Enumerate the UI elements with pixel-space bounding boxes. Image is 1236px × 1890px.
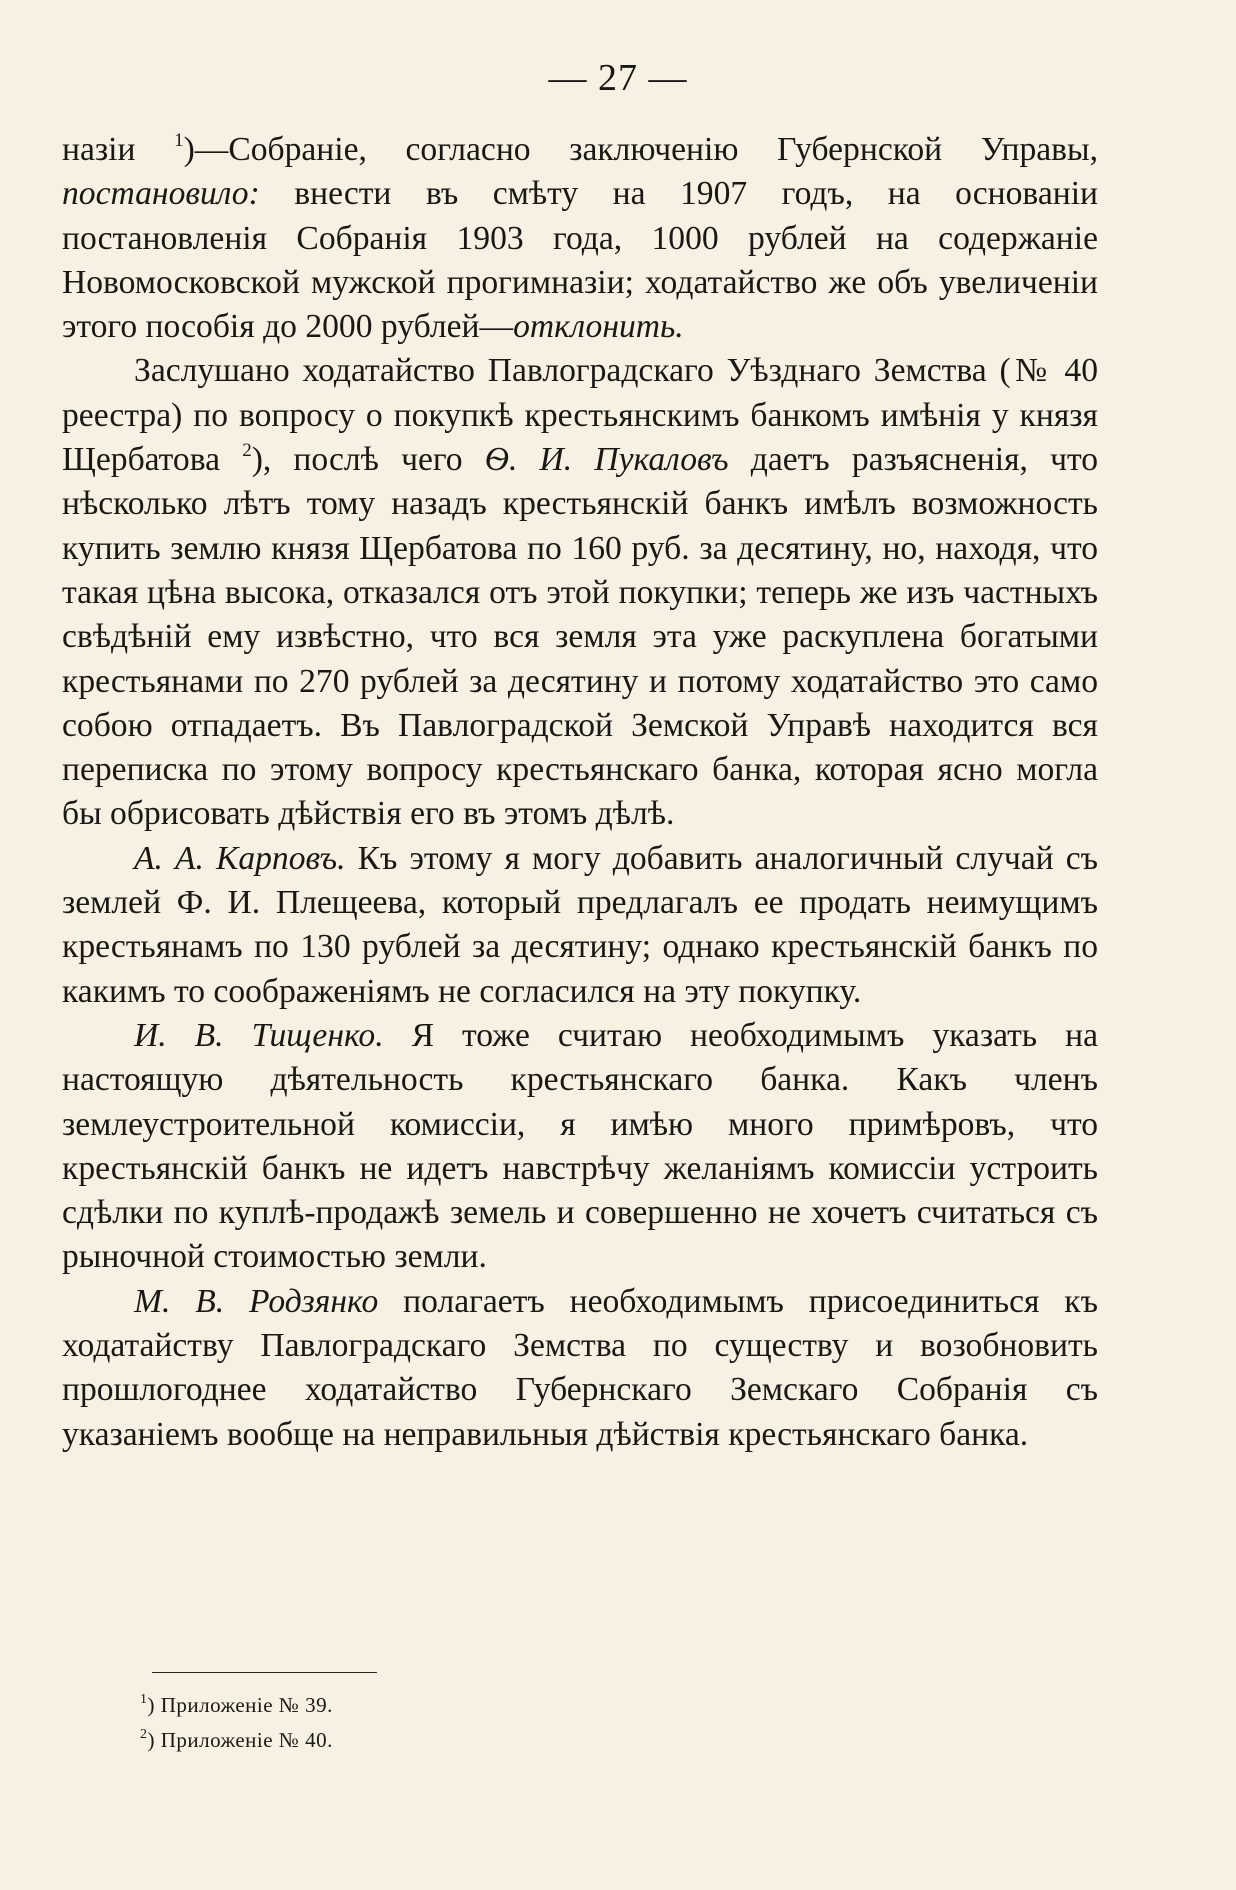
p1-text: назіи <box>62 131 175 168</box>
p1-text: )—Собраніе, согласно заключенію Губернской Управы, <box>183 131 1098 168</box>
footnote-text: ) Приложеніе № 40. <box>147 1728 333 1752</box>
p1-text: внести въ смѣту на 1907 годъ, на основаніи постановленія Собранія 1903 года, 1000 рублей на содержаніе Новомосковской мужской прогимназіи; ходатайство же объ увеличеніи этого пособія до 2000 рублей— <box>62 175 1098 346</box>
p1-emphasis: постановило: <box>62 175 260 213</box>
p1-emphasis: отклонить. <box>513 308 684 346</box>
footnote-divider <box>152 1672 377 1673</box>
footnote-mark: 1 <box>140 1692 148 1707</box>
footnote-text: ) Приложеніе № 39. <box>147 1693 333 1717</box>
p5-text: полагаетъ необходимымъ присоединиться къ ходатайству Павлоградскаго Земства по существу и возобновить прошлогоднее ходатайство Губернскаго Земскаго Собранія съ указаніемъ вообще на неправильныя дѣйствія крестьянскаго банка. <box>62 1282 1098 1453</box>
p4-text: Я тоже считаю необходимымъ указать на настоящую дѣятельность крестьянскаго банка. Какъ членъ землеустроительной комиссіи, я имѣю много примѣровъ, что крестьянскій банкъ не идетъ навстрѣчу желаніямъ комиссіи устроить сдѣлки по куплѣ-продажѣ земель и совершенно не хочетъ считаться съ рыночной стоимостью земли. <box>62 1016 1098 1276</box>
speaker-name: А. А. Карповъ. <box>134 839 346 877</box>
footnote-mark: 2 <box>140 1727 148 1742</box>
speaker-name: Ѳ. И. Пукаловъ <box>484 441 729 479</box>
speaker-name: М. В. Родзянко <box>134 1282 379 1320</box>
paragraph-2 <box>62 349 1098 836</box>
paragraph-3 <box>62 837 1098 1014</box>
paragraph-5 <box>62 1280 1098 1457</box>
paragraph-1 <box>62 128 1098 349</box>
p2-text: ), послѣ чего <box>251 441 485 479</box>
footnote-ref-2: 2 <box>242 439 252 461</box>
speaker-name: И. В. Тищенко. <box>134 1016 384 1054</box>
footnote-ref-1: 1 <box>174 129 184 151</box>
page-number: — 27 — <box>548 57 688 99</box>
body-text <box>62 128 1098 1457</box>
footnote-1 <box>140 1688 333 1723</box>
paragraph-4 <box>62 1014 1098 1280</box>
footnote-2 <box>140 1723 333 1758</box>
footnotes <box>140 1688 333 1758</box>
p2-text: даетъ разъясненія, что нѣсколько лѣтъ тому назадъ крестьянскій банкъ имѣлъ возможность купить землю князя Щербатова по 160 руб. за десятину, но, находя, что такая цѣна высока, отказался отъ этой покупки; теперь же изъ частныхъ свѣдѣній ему извѣстно, что вся земля эта уже раскуплена богатыми крестьянами по 270 рублей за десятину и потому ходатайство это само собою отпадаетъ. Въ Павлоградской Земской Управѣ находится вся переписка по этому вопросу крестьянскаго банка, которая ясно могла бы обрисовать дѣйствія его въ этомъ дѣлѣ. <box>62 441 1098 833</box>
p3-text: Къ этому я могу добавить аналогичный случай съ землей Ф. И. Плещеева, который предлагалъ ее продать неимущимъ крестьянамъ по 130 рублей за десятину; однако крестьянскій банкъ по какимъ то соображеніямъ не согласился на эту покупку. <box>62 839 1099 1010</box>
p2-text: Заслушано ходатайство Павлоградскаго Уѣзднаго Земства (№ 40 реестра) по вопросу о покупкѣ крестьянскимъ банкомъ имѣнія у князя Щербатова <box>62 352 1098 479</box>
